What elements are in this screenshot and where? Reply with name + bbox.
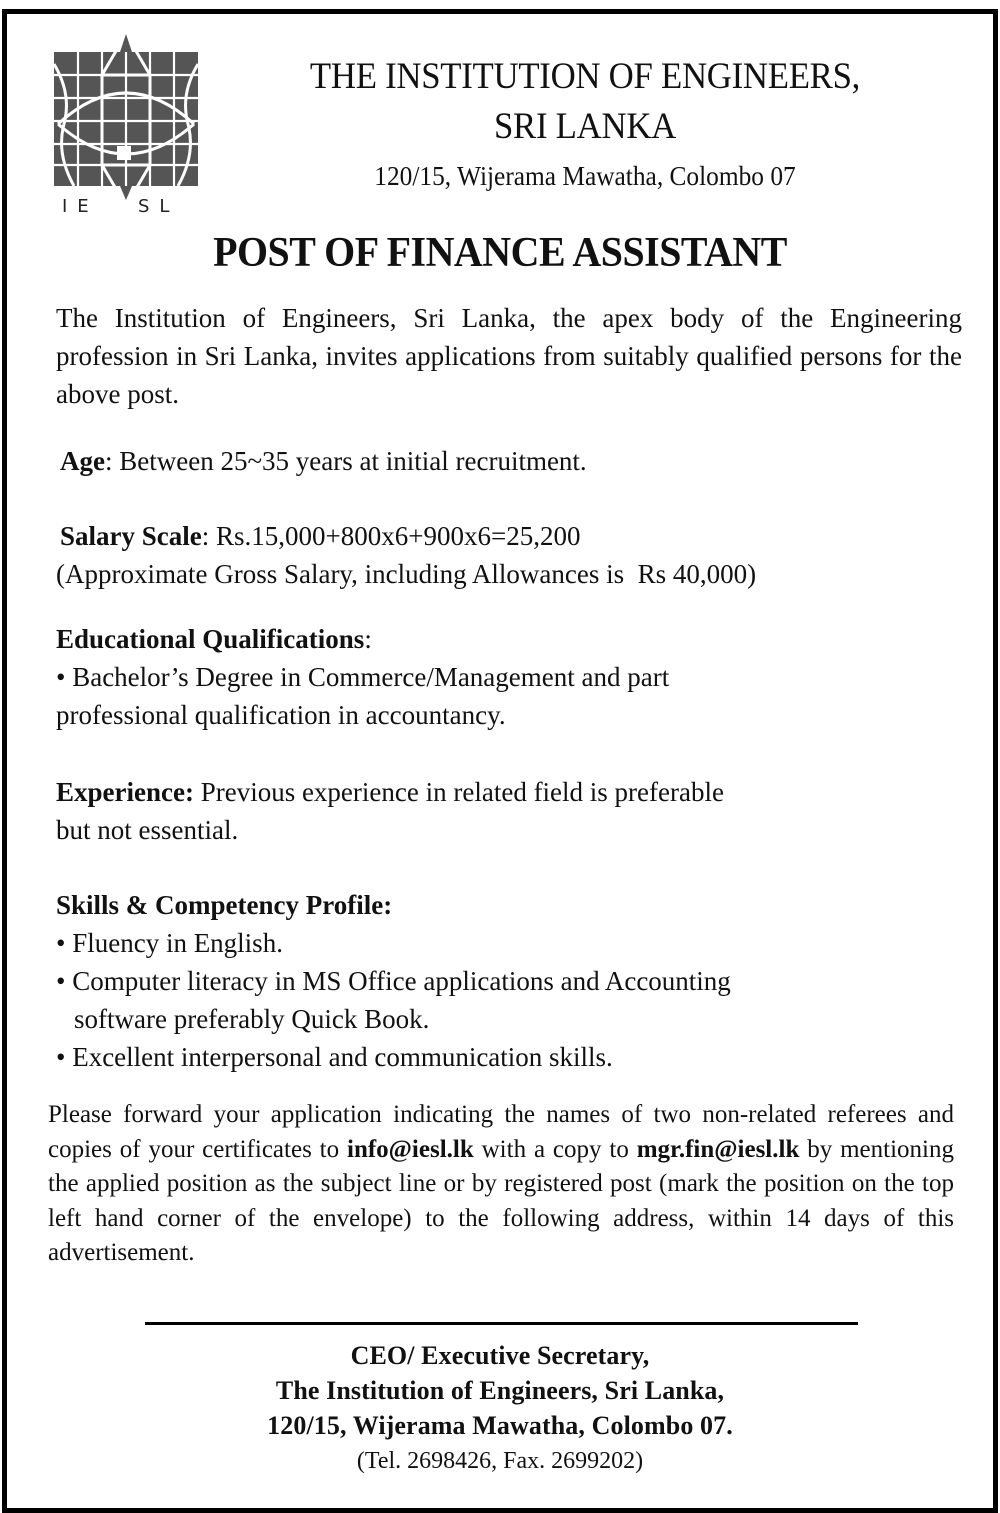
- iesl-logo: [54, 34, 198, 214]
- age-label: Age: [60, 446, 105, 476]
- org-address: 120/15, Wijerama Mawatha, Colombo 07: [374, 161, 796, 191]
- salary-section: [56, 517, 966, 593]
- footer-address-line: 120/15, Wijerama Mawatha, Colombo 07.: [267, 1411, 733, 1440]
- post-title: POST OF FINANCE ASSISTANT: [213, 230, 787, 276]
- experience-label: Experience:: [56, 777, 194, 807]
- salary-text: : Rs.15,000+800x6+900x6=25,200: [201, 521, 581, 551]
- footer-contact: (Tel. 2698426, Fax. 2699202): [356, 1448, 644, 1474]
- experience-section: [56, 773, 962, 849]
- footer-org: The Institution of Engineers, Sri Lanka,: [275, 1376, 725, 1405]
- svg-text:IE: IE: [62, 196, 99, 214]
- experience-text: Previous experience in related field is preferable: [193, 777, 724, 807]
- salary-label: Salary Scale: [60, 521, 202, 551]
- salary-note: (Approximate Gross Salary, including Allowances is Rs 40,000): [56, 559, 757, 589]
- skills-item: • Computer literacy in MS Office applications and Accounting: [56, 966, 731, 996]
- org-name-line2: SRI LANKA: [493, 106, 677, 147]
- skills-label: Skills & Competency Profile:: [56, 890, 393, 920]
- org-name-line1: THE INSTITUTION OF ENGINEERS,: [309, 56, 861, 97]
- skills-item-cont: software preferably Quick Book.: [74, 1004, 430, 1034]
- application-instructions: [48, 1098, 954, 1271]
- education-label: Educational Qualifications: [56, 624, 365, 654]
- experience-text-cont: but not essential.: [56, 815, 239, 845]
- age-text: : Between 25~35 years at initial recruitment.: [104, 446, 587, 476]
- email-info-link[interactable]: info@iesl.lk: [347, 1135, 474, 1163]
- skills-section: [56, 886, 962, 1076]
- education-item: • Bachelor’s Degree in Commerce/Management and part: [56, 662, 670, 692]
- education-item-cont: professional qualification in accountancy.: [56, 700, 506, 730]
- divider-line: [145, 1322, 858, 1325]
- apply-text-3: by mentioning the applied position as the subject line or by registered post (mark the position on the top left hand corner of the envelope) to the following address, within 14 days of this advertisement.: [48, 1135, 954, 1266]
- skills-item: • Fluency in English.: [56, 928, 283, 958]
- apply-text-2: with a copy to: [473, 1135, 637, 1163]
- email-mgr-fin-link[interactable]: mgr.fin@iesl.lk: [636, 1135, 800, 1163]
- apply-text-1: Please forward your application indicating the names of two non-related referees and copies of your certificates to: [48, 1101, 954, 1163]
- education-section: [56, 620, 962, 734]
- skills-item: • Excellent interpersonal and communication skills.: [56, 1042, 613, 1072]
- education-suffix: :: [364, 624, 372, 654]
- org-name: [223, 52, 947, 152]
- intro-paragraph: The Institution of Engineers, Sri Lanka, the apex body of the Engineering profession in Sri Lanka, invites applications from suitably qualified persons for the above post.: [56, 303, 962, 409]
- svg-text:SL: SL: [138, 196, 180, 214]
- footer-recipient: CEO/ Executive Secretary,: [350, 1341, 650, 1370]
- footer-address: [0, 1338, 1000, 1479]
- age-section: [60, 442, 966, 480]
